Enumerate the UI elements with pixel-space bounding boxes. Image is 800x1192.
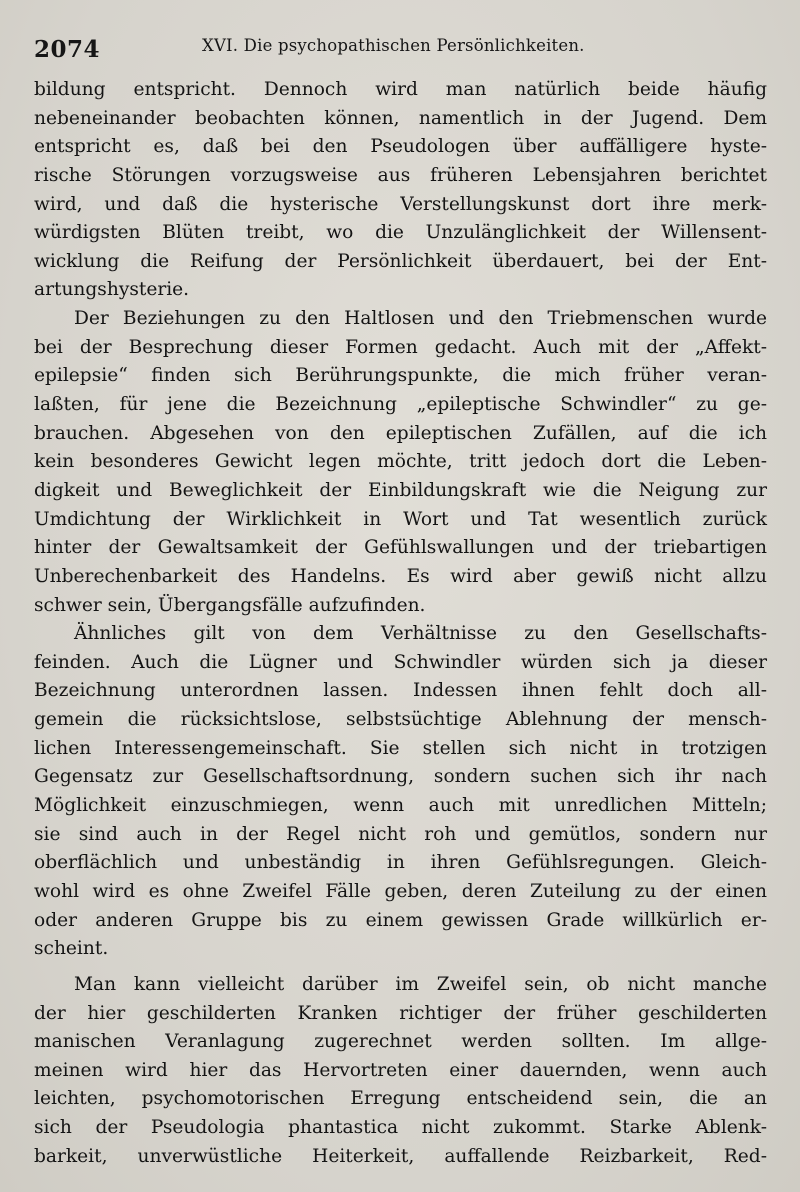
text-line: barkeit, unverwüstliche Heiterkeit, auffallende Reizbarkeit, Red- [34, 1145, 767, 1167]
text-line: brauchen. Abgesehen von den epileptischen Zufällen, auf die ich [34, 422, 767, 444]
text-line: feinden. Auch die Lügner und Schwindler würden sich ja dieser [34, 651, 767, 673]
paragraph [34, 76, 767, 305]
body-text [34, 76, 767, 1171]
text-line: manischen Veranlagung zugerechnet werden sollten. Im allge- [34, 1031, 767, 1053]
text-line: nebeneinander beobachten können, namentlich in der Jugend. Dem [34, 107, 767, 129]
paragraph [34, 305, 767, 620]
text-line: Unberechenbarkeit des Handelns. Es wird aber gewiß nicht allzu [34, 565, 767, 587]
text-line: Gegensatz zur Gesellschaftsordnung, sondern suchen sich ihr nach [34, 766, 767, 788]
paragraph [34, 620, 767, 964]
text-line: gemein die rücksichtslose, selbstsüchtige Ablehnung der mensch- [34, 709, 767, 731]
text-line: leichten, psychomotorischen Erregung entscheidend sein, die an [34, 1088, 767, 1110]
text-line: digkeit und Beweglichkeit der Einbildungskraft wie die Neigung zur [34, 479, 767, 501]
text-line: entspricht es, daß bei den Pseudologen über auffälligere hyste- [34, 136, 767, 158]
text-line: sie sind auch in der Regel nicht roh und gemütlos, sondern nur [34, 823, 767, 845]
text-line: hinter der Gewaltsamkeit der Gefühlswallungen und der triebartigen [34, 537, 767, 559]
text-line: laßten, für jene die Bezeichnung „epileptische Schwindler“ zu ge- [34, 394, 767, 416]
text-line: oberflächlich und unbeständig in ihren Gefühlsregungen. Gleich- [34, 852, 767, 874]
text-line: bei der Besprechung dieser Formen gedacht. Auch mit der „Affekt- [34, 336, 767, 358]
text-line: epilepsie“ finden sich Berührungspunkte, die mich früher veran- [34, 365, 767, 387]
text-line: würdigsten Blüten treibt, wo die Unzulänglichkeit der Willensent- [34, 222, 767, 244]
page-header [34, 32, 774, 62]
text-line: Man kann vielleicht darüber im Zweifel sein, ob nicht manche [74, 973, 767, 995]
text-line: Umdichtung der Wirklichkeit in Wort und Tat wesentlich zurück [34, 508, 767, 530]
text-line: oder anderen Gruppe bis zu einem gewissen Grade willkürlich er- [34, 909, 767, 931]
text-line: wohl wird es ohne Zweifel Fälle geben, deren Zuteilung zu der einen [34, 880, 767, 902]
text-line: scheint. [34, 938, 109, 960]
text-line: kein besonderes Gewicht legen möchte, tritt jedoch dort die Leben- [34, 451, 767, 473]
text-line: wicklung die Reifung der Persönlichkeit überdauert, bei der Ent- [34, 250, 767, 272]
text-line: lichen Interessengemeinschaft. Sie stellen sich nicht in trotzigen [34, 737, 767, 759]
text-line: schwer sein, Übergangsfälle aufzufinden. [34, 594, 426, 616]
text-line: sich der Pseudologia phantastica nicht zukommt. Starke Ablenk- [34, 1117, 767, 1139]
text-line: artungshysterie. [34, 279, 190, 301]
text-line: wird, und daß die hysterische Verstellungskunst dort ihre merk- [34, 193, 767, 215]
text-line: Möglichkeit einzuschmiegen, wenn auch mit unredlichen Mitteln; [34, 795, 767, 817]
text-line: rische Störungen vorzugsweise aus früheren Lebensjahren berichtet [34, 164, 767, 186]
text-line: Bezeichnung unterordnen lassen. Indessen ihnen fehlt doch all- [34, 680, 767, 702]
text-line: der hier geschilderten Kranken richtiger der früher geschilderten [34, 1002, 767, 1024]
text-line: bildung entspricht. Dennoch wird man natürlich beide häufig [34, 79, 767, 100]
page-number: 2074 [34, 36, 101, 63]
text-line: meinen wird hier das Hervortreten einer dauernden, wenn auch [34, 1059, 767, 1081]
running-title: XVI. Die psychopathischen Persönlichkeiten. [202, 36, 585, 55]
text-line: Der Beziehungen zu den Haltlosen und den Triebmenschen wurde [74, 308, 767, 330]
text-line: Ähnliches gilt von dem Verhältnisse zu den Gesellschafts- [74, 623, 767, 645]
paragraph [34, 971, 767, 1171]
